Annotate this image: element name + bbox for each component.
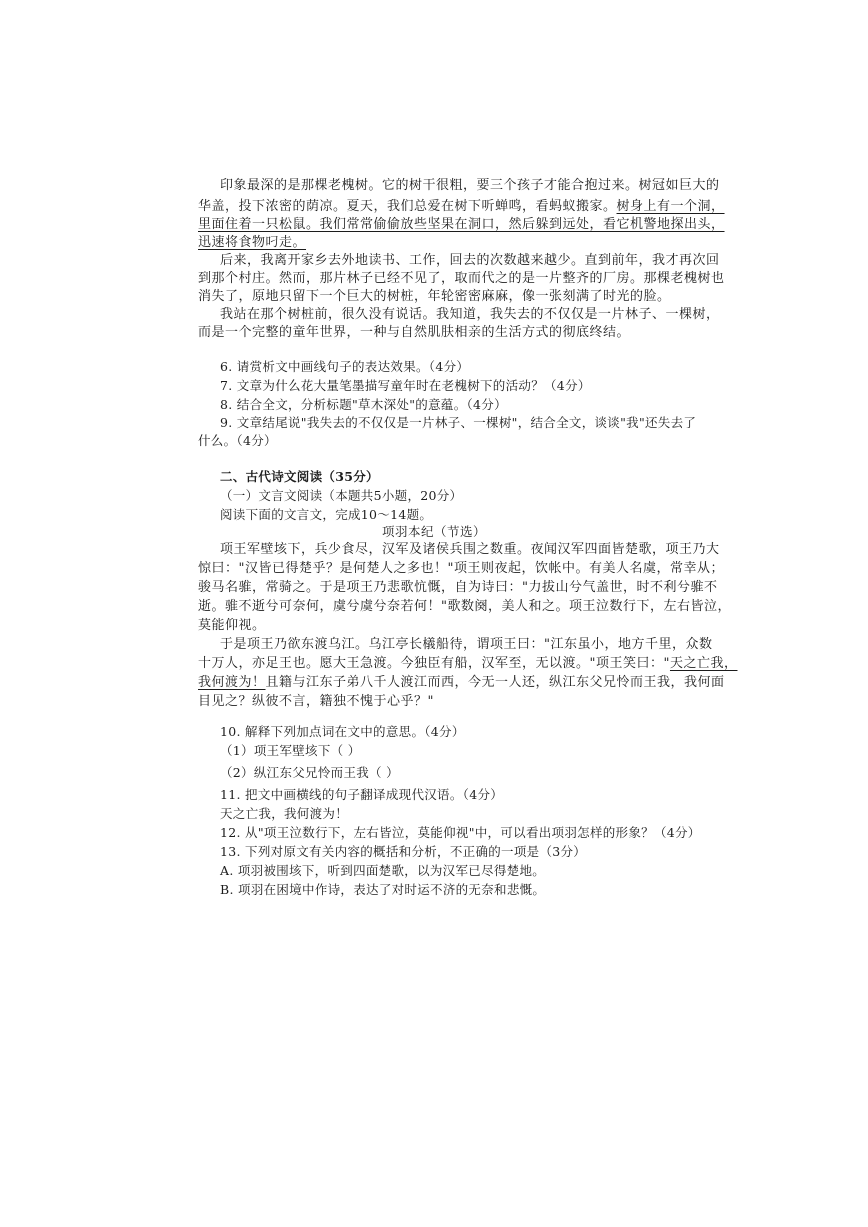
question-8: 8. 结合全文，分析标题"草木深处"的意蕴。（4分） bbox=[220, 397, 507, 412]
classical-line: 莫能仰视。 bbox=[198, 618, 266, 633]
passage-line: 而是一个完整的童年世界，一种与自然肌肤相亲的生活方式的彻底终结。 bbox=[198, 325, 631, 340]
passage-line: 到那个村庄。然而，那片林子已经不见了，取而代之的是一片整齐的厂房。那棵老槐树也 bbox=[198, 271, 725, 286]
passage-line bbox=[198, 198, 725, 216]
classical-line: 逝。骓不逝兮可奈何，虞兮虞兮奈若何！"歌数阕，美人和之。项王泣数行下，左右皆泣， bbox=[198, 599, 731, 614]
classical-line bbox=[198, 674, 725, 692]
underlined-sentence: 我何渡为！ bbox=[198, 675, 266, 690]
question-13: 13. 下列对原文有关内容的概括和分析，不正确的一项是（3分） bbox=[220, 844, 587, 859]
underlined-sentence: 天之亡我， bbox=[669, 656, 738, 671]
option-b: B. 项羽在困境中作诗，表达了对时运不济的无奈和悲慨。 bbox=[220, 882, 546, 897]
question-7: 7. 文章为什么花大量笔墨描写童年时在老槐树下的活动？（4分） bbox=[220, 378, 591, 393]
classical-line: 骏马名骓，常骑之。于是项王乃悲歌忼慨，自为诗曰："力拔山兮气盖世，时不利兮骓不 bbox=[198, 580, 718, 595]
question-11: 11. 把文中画横线的句子翻译成现代汉语。（4分） bbox=[220, 787, 504, 802]
instruction: 阅读下面的文言文，完成10～14题。 bbox=[220, 507, 433, 522]
passage-line: 印象最深的是那棵老槐树。它的树干很粗，要三个孩子才能合抱过来。树冠如巨大的 bbox=[220, 178, 720, 193]
underlined-sentence: 迅速将食物叼走。 bbox=[198, 235, 307, 250]
section-title: 二、古代诗文阅读（35分） bbox=[220, 469, 379, 484]
classical-text: 十万人，亦足王也。愿大王急渡。今独臣有船，汉军至，无以渡。"项王笑曰：" bbox=[198, 656, 670, 671]
option-a: A. 项羽被围垓下，听到四面楚歌，以为汉军已尽得楚地。 bbox=[220, 863, 546, 878]
passage-text: 华盖，投下浓密的荫凉。夏天，我们总爱在树下听蝉鸣，看蚂蚁搬家。 bbox=[198, 199, 617, 214]
passage-line: 我站在那个树桩前，很久没有说话。我知道，我失去的不仅仅是一片林子、一棵树， bbox=[220, 307, 720, 322]
question-9: 9. 文章结尾说"我失去的不仅仅是一片林子、一棵树"，结合全文，谈谈"我"还失去了 bbox=[220, 415, 697, 430]
question-11-sentence: 天之亡我，我何渡为！ bbox=[220, 806, 349, 821]
classical-line: 于是项王乃欲东渡乌江。乌江亭长檥船待，谓项王曰："江东虽小，地方千里，众数 bbox=[220, 637, 713, 652]
classical-line: 目见之？纵彼不言，籍独不愧于心乎？" bbox=[198, 694, 434, 709]
passage-line: 后来，我离开家乡去外地读书、工作，回去的次数越来越少。直到前年，我才再次回 bbox=[220, 253, 720, 268]
classical-line bbox=[198, 655, 737, 673]
question-10-1: （1）项王军壁垓下（ ） bbox=[220, 743, 361, 758]
underlined-sentence: 树身上有一个洞， bbox=[616, 199, 725, 214]
text-title: 项羽本纪（节选） bbox=[381, 524, 486, 539]
classical-line: 惊曰："汉皆已得楚乎？是何楚人之多也！"项王则夜起，饮帐中。有美人名虞，常幸从； bbox=[198, 561, 724, 576]
question-12: 12. 从"项王泣数行下，左右皆泣，莫能仰视"中，可以看出项羽怎样的形象？（4分） bbox=[220, 825, 701, 840]
question-6: 6. 请赏析文中画线句子的表达效果。（4分） bbox=[220, 359, 470, 374]
question-9-cont: 什么。（4分） bbox=[198, 433, 277, 448]
passage-line: 消失了，原地只留下一个巨大的树桩，年轮密密麻麻，像一张刻满了时光的脸。 bbox=[198, 289, 671, 304]
classical-text: 且籍与江东子弟八千人渡江而西，今无一人还，纵江东父兄怜而王我，我何面 bbox=[265, 675, 725, 690]
classical-line: 项王军壁垓下，兵少食尽，汉军及诸侯兵围之数重。夜闻汉军四面皆楚歌，项王乃大 bbox=[220, 542, 720, 557]
question-10: 10. 解释下列加点词在文中的意思。（4分） bbox=[220, 724, 465, 739]
question-10-2: （2）纵江东父兄怜而王我（ ） bbox=[220, 765, 399, 780]
section-subtitle: （一）文言文阅读（本题共5小题，20分） bbox=[220, 488, 463, 503]
underlined-sentence: 里面住着一只松鼠。我们常常偷偷放些坚果在洞口，然后躲到远处，看它机警地探出头， bbox=[198, 217, 725, 232]
